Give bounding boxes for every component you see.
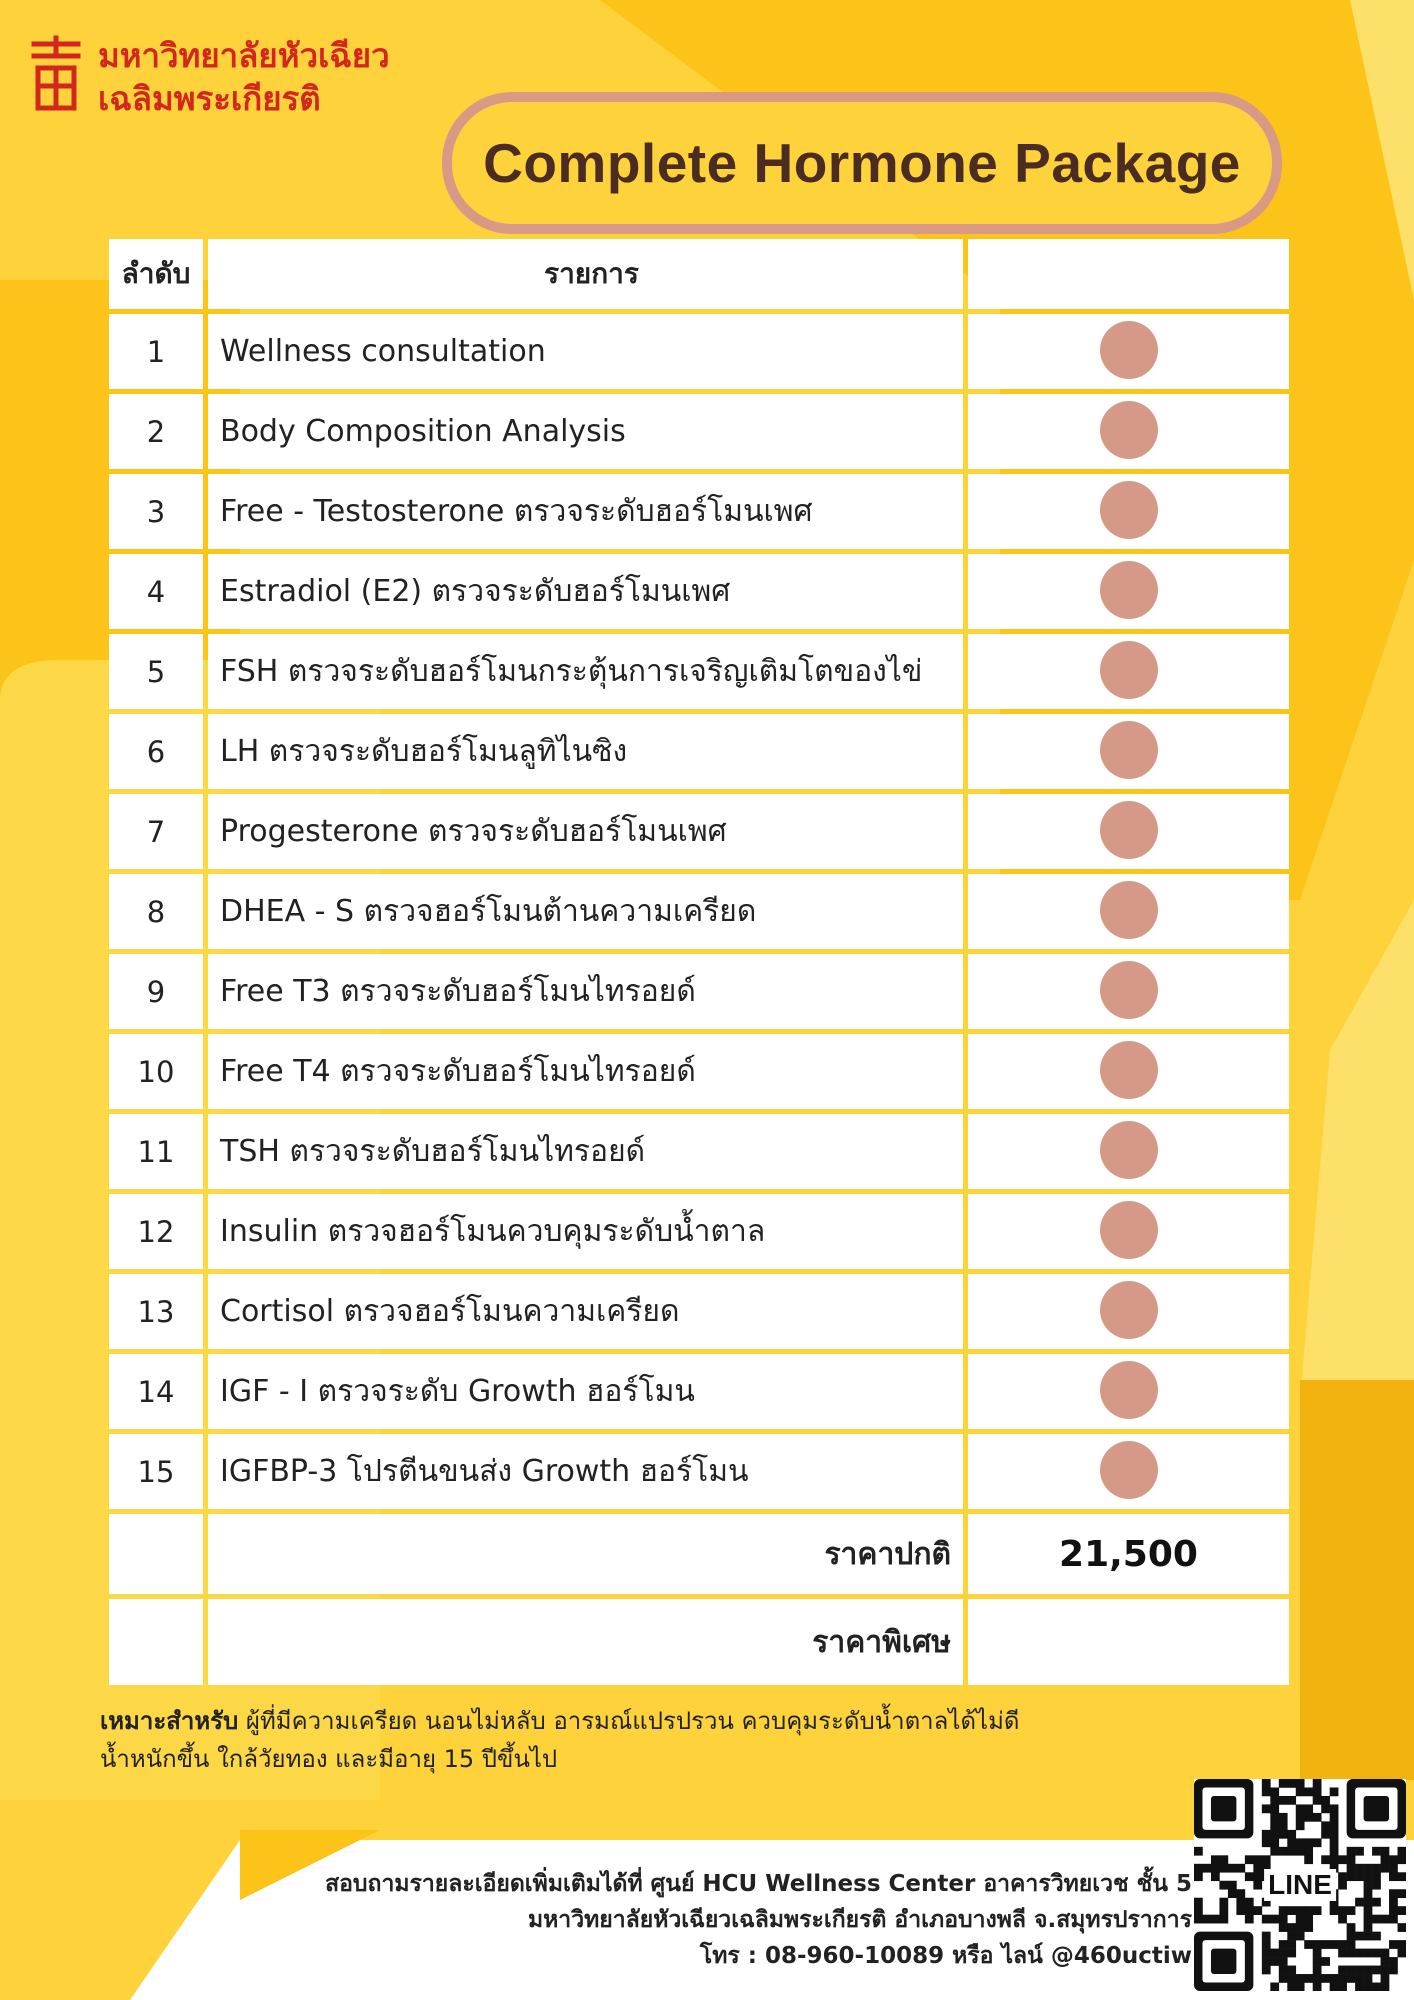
header-item: รายการ	[208, 239, 963, 309]
header-check	[968, 239, 1289, 309]
included-dot-icon	[1100, 881, 1158, 939]
included-dot-icon	[1100, 1201, 1158, 1259]
note-line1: ผู้ที่มีความเครียด นอนไม่หลับ อารมณ์แปรปรวน ควบคุมระดับน้ำตาลได้ไม่ดี	[238, 1707, 1020, 1735]
row-number: 15	[109, 1434, 203, 1509]
row-item: Insulin ตรวจฮอร์โมนควบคุมระดับน้ำตาล	[208, 1194, 963, 1269]
university-name-line1: มหาวิทยาลัยหัวเฉียว	[98, 36, 390, 75]
special-empty-cell	[109, 1599, 203, 1685]
regular-price-label: ราคาปกติ	[208, 1514, 963, 1594]
row-item: Wellness consultation	[208, 314, 963, 389]
table-row	[109, 634, 1289, 709]
row-number: 2	[109, 394, 203, 469]
row-item: TSH ตรวจระดับฮอร์โมนไทรอยด์	[208, 1114, 963, 1189]
row-item: Estradiol (E2) ตรวจระดับฮอร์โมนเพศ	[208, 554, 963, 629]
row-check-cell	[968, 554, 1289, 629]
table-row	[109, 1034, 1289, 1109]
included-dot-icon	[1100, 961, 1158, 1019]
special-price-row	[109, 1599, 1289, 1685]
included-dot-icon	[1100, 1121, 1158, 1179]
line-qr-code[interactable]	[1194, 1779, 1406, 1991]
row-number: 13	[109, 1274, 203, 1349]
row-check-cell	[968, 794, 1289, 869]
row-number: 9	[109, 954, 203, 1029]
row-number: 3	[109, 474, 203, 549]
header-number: ลำดับ	[109, 239, 203, 309]
included-dot-icon	[1100, 1361, 1158, 1419]
row-number: 11	[109, 1114, 203, 1189]
table-row	[109, 1194, 1289, 1269]
university-logo	[28, 34, 390, 120]
row-check-cell	[968, 394, 1289, 469]
included-dot-icon	[1100, 1281, 1158, 1339]
table-row	[109, 1274, 1289, 1349]
row-check-cell	[968, 314, 1289, 389]
contact-line1: สอบถามรายละเอียดเพิ่มเติมได้ที่ ศูนย์ HCU Wellness Center อาคารวิทยเวช ชั้น 5	[325, 1871, 1192, 1897]
table-row	[109, 554, 1289, 629]
row-item: IGF - I ตรวจระดับ Growth ฮอร์โมน	[208, 1354, 963, 1429]
included-dot-icon	[1100, 401, 1158, 459]
row-check-cell	[968, 1194, 1289, 1269]
row-item: Free T3 ตรวจระดับฮอร์โมนไทรอยด์	[208, 954, 963, 1029]
table-row	[109, 1354, 1289, 1429]
included-dot-icon	[1100, 801, 1158, 859]
package-title-banner	[442, 92, 1282, 234]
row-item: IGFBP-3 โปรตีนขนส่ง Growth ฮอร์โมน	[208, 1434, 963, 1509]
row-number: 6	[109, 714, 203, 789]
row-item: Progesterone ตรวจระดับฮอร์โมนเพศ	[208, 794, 963, 869]
included-dot-icon	[1100, 1441, 1158, 1499]
special-price-value	[968, 1599, 1289, 1685]
row-item: DHEA - S ตรวจฮอร์โมนต้านความเครียด	[208, 874, 963, 949]
table-row	[109, 394, 1289, 469]
row-number: 7	[109, 794, 203, 869]
included-dot-icon	[1100, 721, 1158, 779]
table-row	[109, 874, 1289, 949]
row-item: Free - Testosterone ตรวจระดับฮอร์โมนเพศ	[208, 474, 963, 549]
regular-price-row	[109, 1514, 1289, 1594]
row-check-cell	[968, 1034, 1289, 1109]
row-item: Free T4 ตรวจระดับฮอร์โมนไทรอยด์	[208, 1034, 963, 1109]
row-item: Body Composition Analysis	[208, 394, 963, 469]
row-check-cell	[968, 1434, 1289, 1509]
row-check-cell	[968, 474, 1289, 549]
table-row	[109, 1434, 1289, 1509]
university-name-line2: เฉลิมพระเกียรติ	[98, 79, 321, 118]
row-number: 8	[109, 874, 203, 949]
row-check-cell	[968, 714, 1289, 789]
table-row	[109, 794, 1289, 869]
row-check-cell	[968, 1114, 1289, 1189]
included-dot-icon	[1100, 1041, 1158, 1099]
contact-info	[325, 1866, 1192, 1974]
table-row	[109, 474, 1289, 549]
hcu-emblem-icon	[28, 34, 84, 114]
table-row	[109, 954, 1289, 1029]
row-number: 10	[109, 1034, 203, 1109]
table-row	[109, 1114, 1289, 1189]
row-check-cell	[968, 1274, 1289, 1349]
qr-line-label: LINE	[1264, 1869, 1336, 1901]
row-check-cell	[968, 954, 1289, 1029]
special-price-label: ราคาพิเศษ	[208, 1599, 963, 1685]
table-row	[109, 314, 1289, 389]
contact-line2: มหาวิทยาลัยหัวเฉียวเฉลิมพระเกียรติ อำเภอบางพลี จ.สมุทรปราการ	[527, 1907, 1192, 1933]
suitability-note	[100, 1702, 1200, 1778]
table-header-row	[109, 239, 1289, 309]
row-item: FSH ตรวจระดับฮอร์โมนกระตุ้นการเจริญเติมโตของไข่	[208, 634, 963, 709]
row-item: Cortisol ตรวจฮอร์โมนความเครียด	[208, 1274, 963, 1349]
package-table	[104, 234, 1294, 1690]
row-number: 5	[109, 634, 203, 709]
row-check-cell	[968, 1354, 1289, 1429]
table-row	[109, 714, 1289, 789]
page-title: Complete Hormone Package	[483, 132, 1241, 194]
included-dot-icon	[1100, 641, 1158, 699]
row-check-cell	[968, 874, 1289, 949]
row-number: 14	[109, 1354, 203, 1429]
row-item: LH ตรวจระดับฮอร์โมนลูทิไนซิง	[208, 714, 963, 789]
note-line2: น้ำหนักขึ้น ใกล้วัยทอง และมีอายุ 15 ปีขึ้นไป	[100, 1745, 558, 1773]
included-dot-icon	[1100, 481, 1158, 539]
included-dot-icon	[1100, 321, 1158, 379]
price-empty-cell	[109, 1514, 203, 1594]
contact-line3: โทร : 08-960-10089 หรือ ไลน์ @460uctiw	[699, 1943, 1192, 1969]
regular-price-value: 21,500	[968, 1514, 1289, 1594]
note-label: เหมาะสำหรับ	[100, 1707, 239, 1735]
row-check-cell	[968, 634, 1289, 709]
row-number: 4	[109, 554, 203, 629]
included-dot-icon	[1100, 561, 1158, 619]
row-number: 12	[109, 1194, 203, 1269]
row-number: 1	[109, 314, 203, 389]
